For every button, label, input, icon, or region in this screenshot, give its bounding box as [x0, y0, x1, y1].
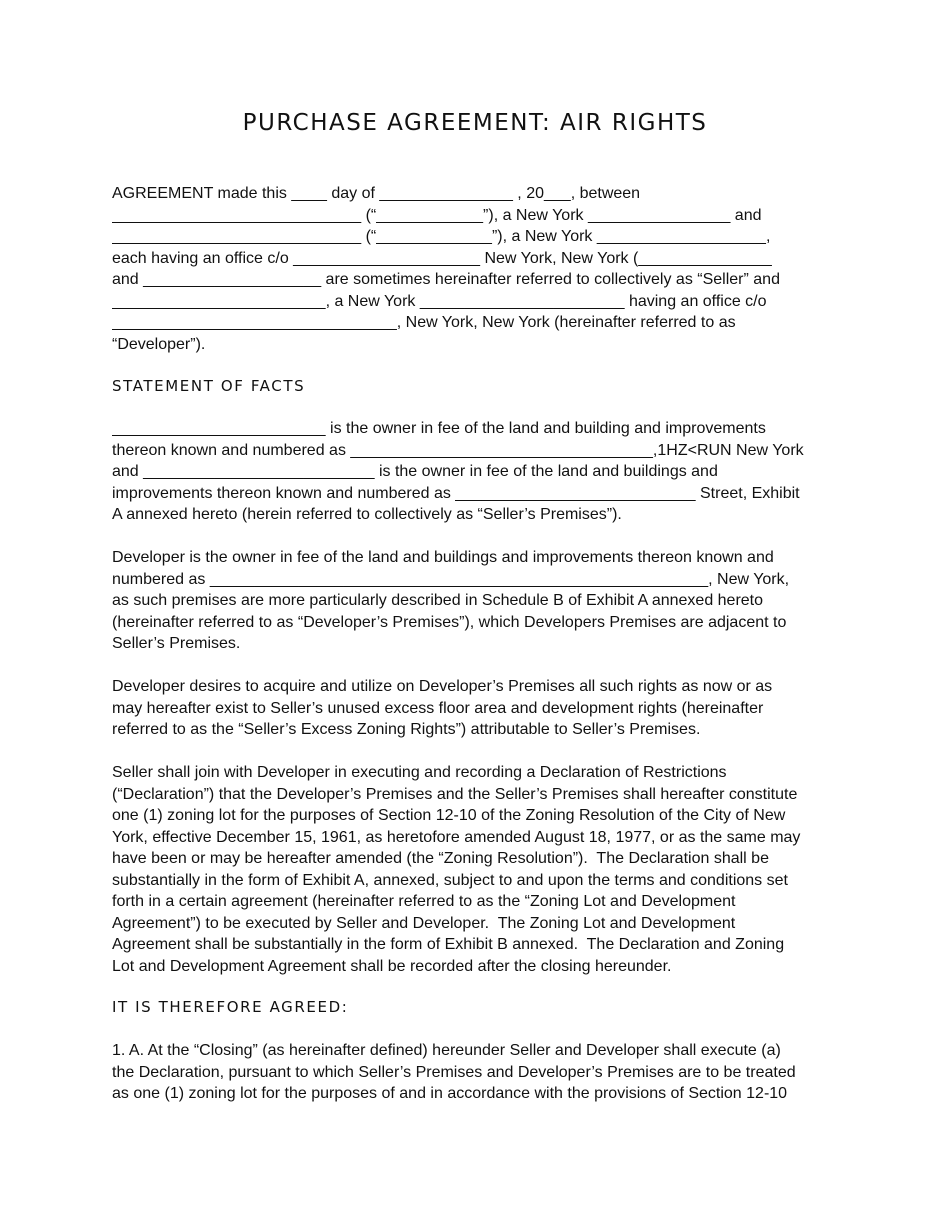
text-line: ________________________ is the owner in fee of the land and building and improvements	[112, 420, 766, 437]
text-line: 1. A. At the “Closing” (as hereinafter defined) hereunder Seller and Developer shall execute (a)	[112, 1042, 781, 1059]
text-line: the Declaration, pursuant to which Seller’s Premises and Developer’s Premises are to be treated	[112, 1063, 796, 1081]
text-line: AGREEMENT made this ____ day of _______________ , 20___, between	[112, 185, 641, 202]
text-line: as one (1) zoning lot for the purposes of and in accordance with the provisions of Section 12-10	[112, 1085, 788, 1102]
facts-paragraph-1	[112, 418, 842, 526]
text-line: ____________________________ (“_____________”), a New York ___________________,	[112, 228, 771, 245]
text-line: may hereafter exist to Seller’s unused excess floor area and development rights (hereinafter	[112, 699, 764, 717]
text-line: each having an office c/o _____________________ New York, New York (_______________	[112, 249, 772, 267]
text-line: ________________________, a New York _______________________ having an office c/o	[112, 292, 767, 310]
text-line: “Developer”).	[112, 335, 206, 353]
text-line: as such premises are more particularly described in Schedule B of Exhibit A annexed hereto	[112, 592, 764, 609]
text-line: ____________________________ (“____________”), a New York ________________ and	[112, 206, 762, 224]
text-line: and ____________________ are sometimes hereinafter referred to collectively as “Seller” and	[112, 271, 780, 288]
text-line: Seller’s Premises.	[112, 635, 241, 652]
text-line: numbered as ________________________________________________________, New York,	[112, 570, 790, 588]
text-line: (“Declaration”) that the Developer’s Premises and the Seller’s Premises shall hereafter constitute	[112, 785, 798, 803]
text-line: referred to as the “Seller’s Excess Zoning Rights”) attributable to Seller’s Premises.	[112, 721, 701, 738]
text-line: one (1) zoning lot for the purposes of Section 12-10 of the Zoning Resolution of the City of New	[112, 807, 786, 824]
intro-paragraph	[112, 183, 842, 355]
text-line: and __________________________ is the owner in fee of the land and buildings and	[112, 463, 718, 480]
text-line: substantially in the form of Exhibit A, annexed, subject to and upon the terms and conditions set	[112, 871, 788, 889]
text-line: ________________________________, New York, New York (hereinafter referred to as	[112, 314, 736, 331]
facts-paragraph-3	[112, 676, 842, 741]
text-line: A annexed hereto (herein referred to collectively as “Seller’s Premises”).	[112, 506, 622, 523]
text-line: have been or may be hereafter amended (the “Zoning Resolution”). The Declaration shall be	[112, 850, 769, 867]
therefore-agreed-heading: IT IS THEREFORE AGREED:	[112, 998, 349, 1016]
text-line: Lot and Development Agreement shall be recorded after the closing hereunder.	[112, 957, 672, 975]
text-line: Agreement shall be substantially in the form of Exhibit B annexed. The Declaration and Zoning	[112, 936, 785, 953]
text-line: thereon known and numbered as __________________________________,1HZ<RUN New York	[112, 441, 804, 459]
text-line: Developer is the owner in fee of the land and buildings and improvements thereon known and	[112, 549, 774, 566]
text-line: Developer desires to acquire and utilize on Developer’s Premises all such rights as now or as	[112, 678, 773, 695]
text-line: forth in a certain agreement (hereinafter referred to as the “Zoning Lot and Development	[112, 893, 736, 910]
text-line: Agreement”) to be executed by Seller and Developer. The Zoning Lot and Development	[112, 914, 736, 932]
text-line: (hereinafter referred to as “Developer’s Premises”), which Developers Premises are adjacent to	[112, 613, 787, 631]
text-line: Seller shall join with Developer in executing and recording a Declaration of Restrictions	[112, 764, 727, 781]
text-line: York, effective December 15, 1961, as heretofore amended August 18, 1977, or as the same may	[112, 828, 801, 846]
facts-paragraph-2	[112, 547, 842, 655]
statement-of-facts-heading: STATEMENT OF FACTS	[112, 377, 306, 395]
text-line: improvements thereon known and numbered as ___________________________ Street, Exhibit	[112, 484, 800, 502]
clause-1-paragraph	[112, 1040, 842, 1105]
facts-paragraph-4	[112, 762, 842, 977]
document-title: PURCHASE AGREEMENT: AIR RIGHTS	[242, 110, 708, 136]
